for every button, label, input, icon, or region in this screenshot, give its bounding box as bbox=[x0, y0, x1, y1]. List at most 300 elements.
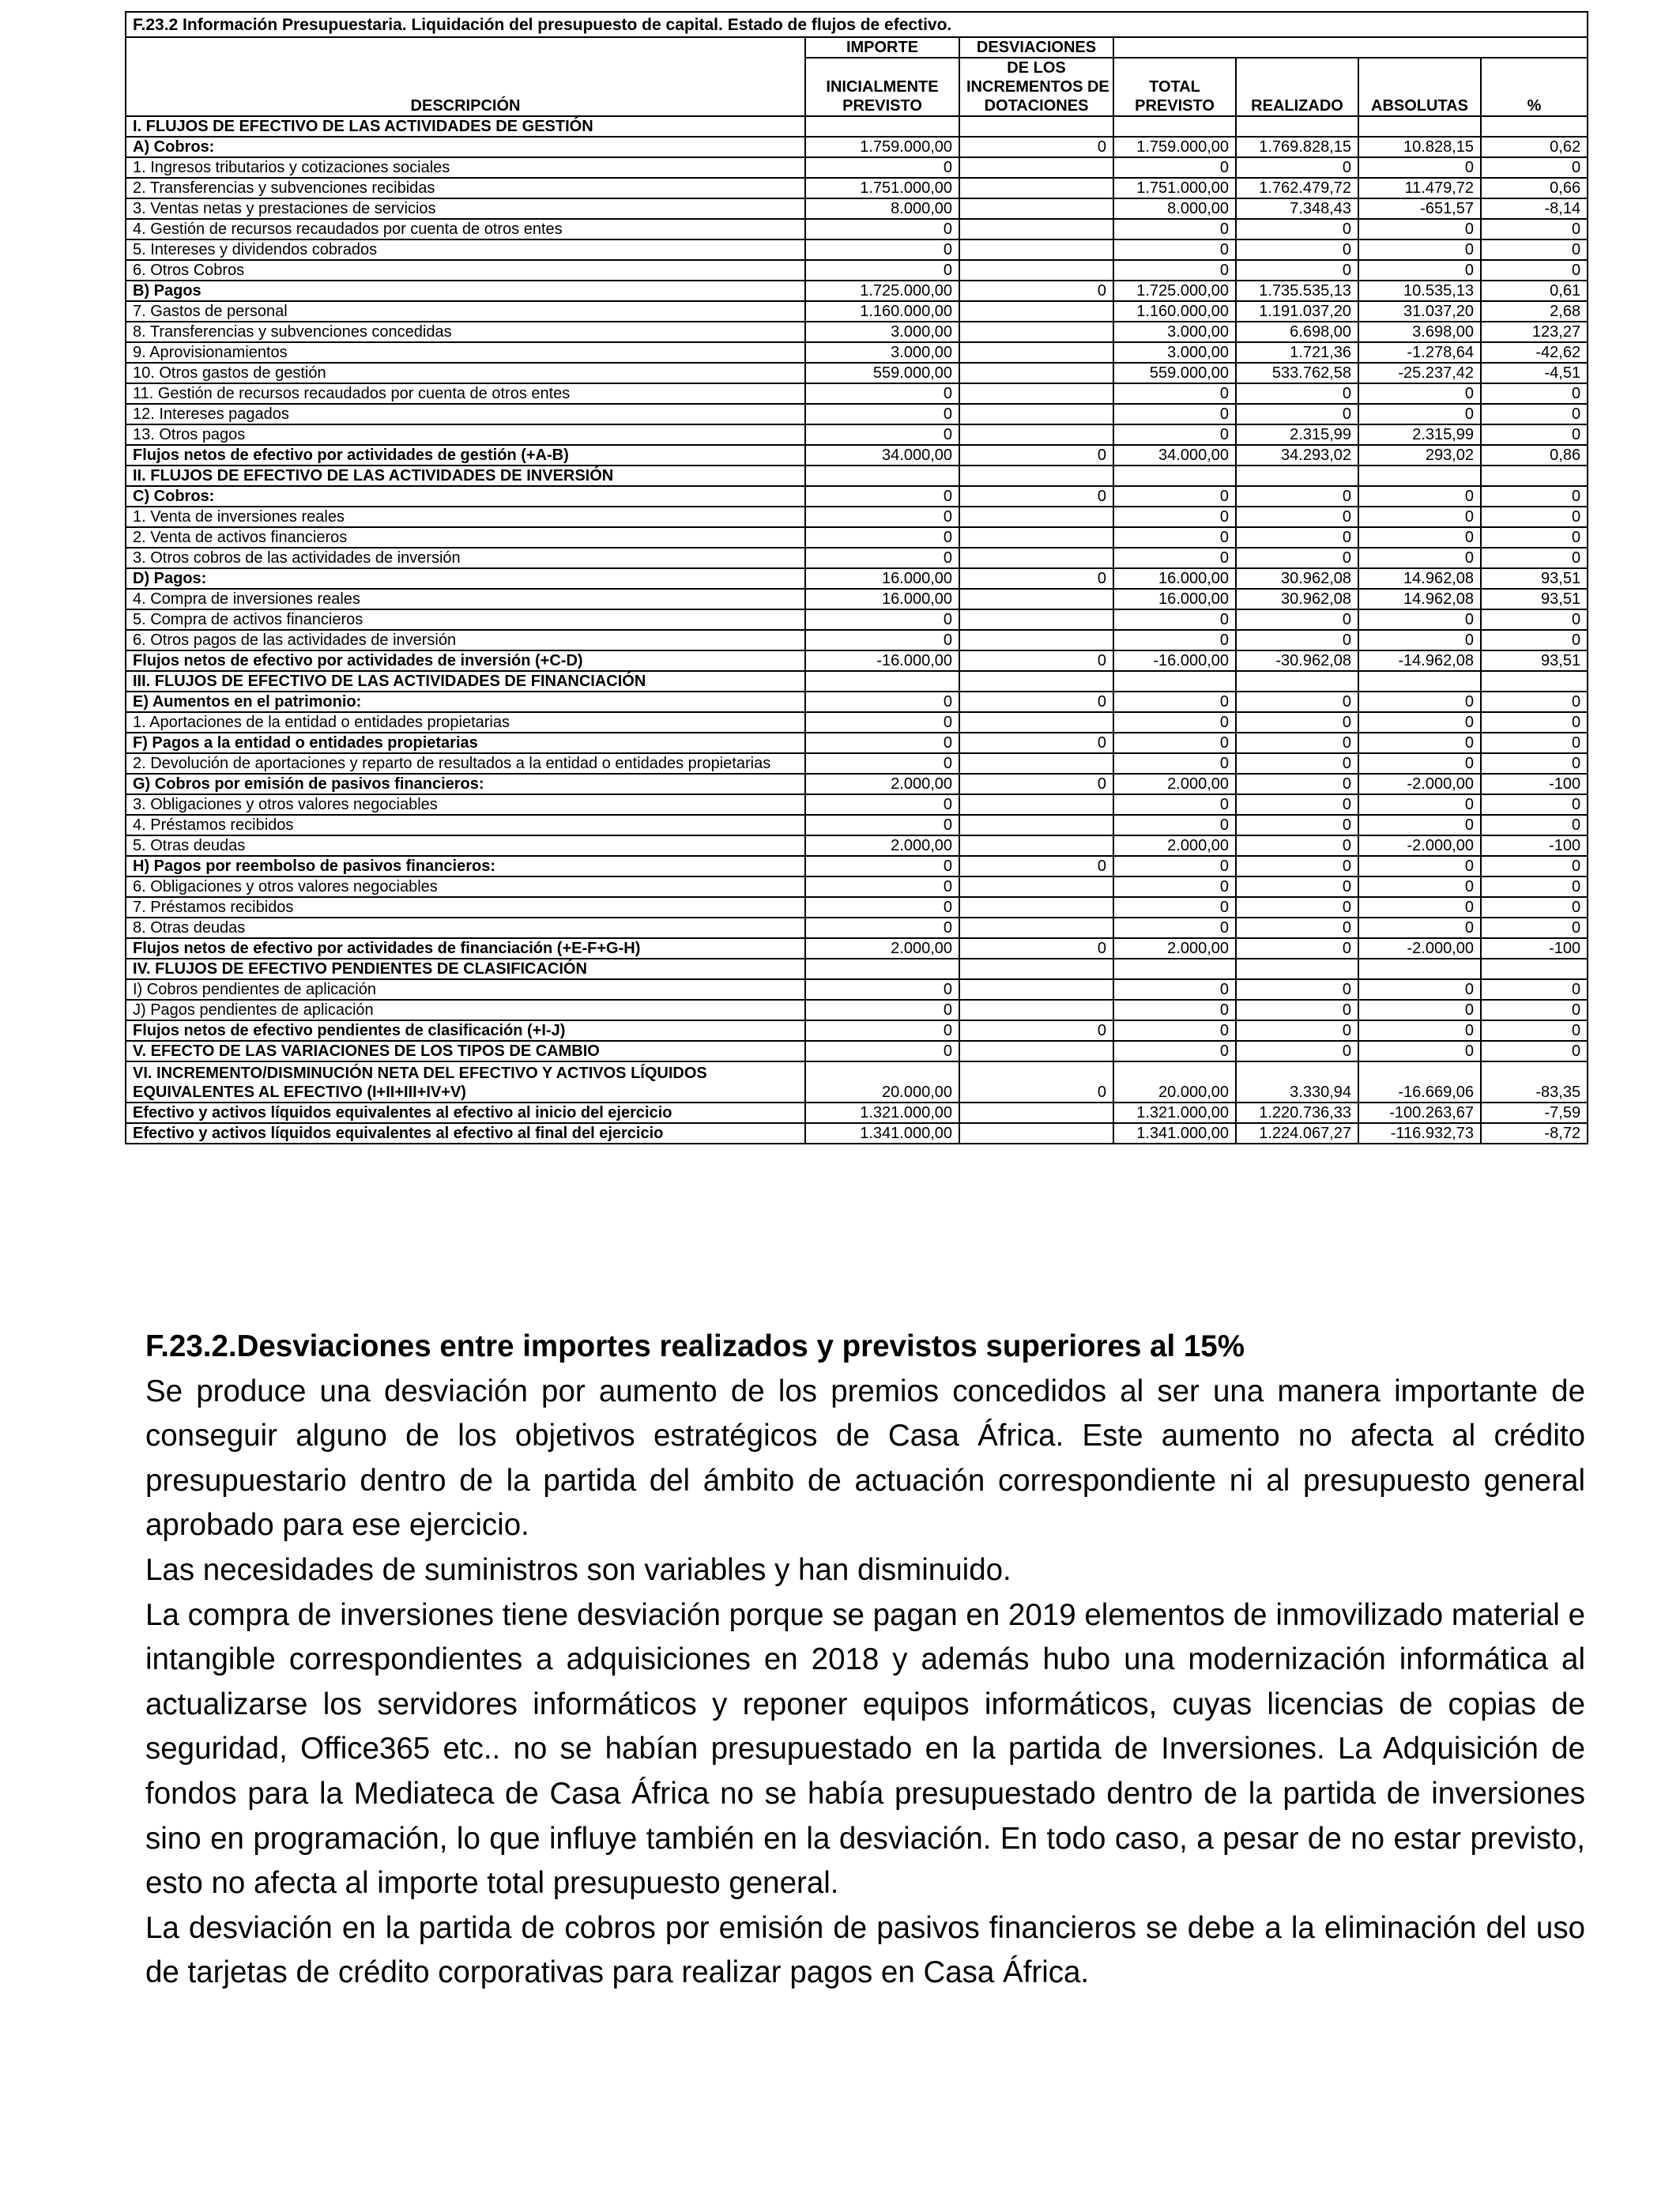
deviation-notes bbox=[145, 1325, 1585, 1996]
notes-paragraph-3: La compra de inversiones tiene desviación porque se pagan en 2019 elementos de inmovilizado material e intangible correspondientes a adquisiciones en 2018 y además hubo una modernización informática al actualizarse los servidores informáticos y reponer equipos informáticos, cuyas licencias de copias de seguridad, Office365 etc.. no se habían presupuestado en la partida de Inversiones. La Adquisición de fondos para la Mediateca de Casa África no se había presupuestado dentro de la partida de inversiones sino en programación, lo que influye también en la desviación. En todo caso, a pesar de no estar previsto, esto no afecta al importe total presupuesto general. bbox=[145, 1597, 1585, 1901]
cell-inicialmente-previsto: 0 bbox=[805, 712, 959, 733]
cell-inicialmente-previsto: 0 bbox=[805, 424, 959, 445]
cell-incrementos bbox=[959, 404, 1113, 424]
cell-realizado: 0 bbox=[1236, 609, 1358, 630]
cell-percent: 0 bbox=[1481, 239, 1588, 260]
cell-absolutas: 0 bbox=[1358, 815, 1481, 835]
cell-inicialmente-previsto: 0 bbox=[805, 383, 959, 404]
cell-percent bbox=[1481, 116, 1588, 137]
cell-realizado: 1.191.037,20 bbox=[1236, 301, 1358, 322]
row-description: 2. Transferencias y subvenciones recibidas bbox=[126, 178, 805, 198]
cell-total-previsto: 1.725.000,00 bbox=[1113, 281, 1236, 301]
cell-inicialmente-previsto: 0 bbox=[805, 753, 959, 774]
cell-inicialmente-previsto: 0 bbox=[805, 1041, 959, 1061]
notes-paragraph-4: La desviación en la partida de cobros por emisión de pasivos financieros se debe a la eliminación del uso de tarjetas de crédito corporativas para realizar pagos en Casa África. bbox=[145, 1910, 1585, 1990]
cell-absolutas: 0 bbox=[1358, 1020, 1481, 1041]
cell-realizado: 0 bbox=[1236, 527, 1358, 548]
cell-absolutas: -2.000,00 bbox=[1358, 938, 1481, 959]
cell-absolutas: -16.669,06 bbox=[1358, 1061, 1481, 1103]
cell-realizado: 1.769.828,15 bbox=[1236, 137, 1358, 157]
cell-incrementos bbox=[959, 1123, 1113, 1144]
cell-incrementos bbox=[959, 507, 1113, 527]
cell-absolutas: 10.535,13 bbox=[1358, 281, 1481, 301]
cell-absolutas: 0 bbox=[1358, 712, 1481, 733]
cell-total-previsto: 3.000,00 bbox=[1113, 342, 1236, 363]
cell-total-previsto: 0 bbox=[1113, 897, 1236, 918]
cell-absolutas: -2.000,00 bbox=[1358, 774, 1481, 794]
cell-realizado: 0 bbox=[1236, 918, 1358, 938]
cell-realizado: 0 bbox=[1236, 260, 1358, 281]
row-description: I. FLUJOS DE EFECTIVO DE LAS ACTIVIDADES DE GESTIÓN bbox=[126, 116, 805, 137]
cell-absolutas: 0 bbox=[1358, 507, 1481, 527]
cell-total-previsto: 0 bbox=[1113, 507, 1236, 527]
cell-realizado: 1.735.535,13 bbox=[1236, 281, 1358, 301]
notes-paragraph-1: Se produce una desviación por aumento de los premios concedidos al ser una manera importante de conseguir alguno de los objetivos estratégicos de Casa África. Este aumento no afecta al crédito presupuestario dentro de la partida del ámbito de actuación correspondiente ni al presupuesto general aprobado para ese ejercicio. bbox=[145, 1374, 1585, 1543]
row-description: 1. Ingresos tributarios y cotizaciones sociales bbox=[126, 157, 805, 178]
cell-realizado: 0 bbox=[1236, 774, 1358, 794]
row-description: 3. Obligaciones y otros valores negociables bbox=[126, 794, 805, 815]
cell-incrementos bbox=[959, 527, 1113, 548]
cell-incrementos bbox=[959, 794, 1113, 815]
row-description: 2. Venta de activos financieros bbox=[126, 527, 805, 548]
cell-inicialmente-previsto: 0 bbox=[805, 527, 959, 548]
cell-realizado: 0 bbox=[1236, 630, 1358, 650]
cell-incrementos bbox=[959, 157, 1113, 178]
cell-inicialmente-previsto: 0 bbox=[805, 897, 959, 918]
row-description: 8. Otras deudas bbox=[126, 918, 805, 938]
cell-inicialmente-previsto bbox=[805, 116, 959, 137]
cell-percent: -100 bbox=[1481, 835, 1588, 856]
cell-realizado: 1.220.736,33 bbox=[1236, 1103, 1358, 1123]
table-row bbox=[126, 178, 1588, 198]
table-row bbox=[126, 589, 1588, 609]
cell-absolutas bbox=[1358, 466, 1481, 486]
table-row bbox=[126, 650, 1588, 671]
cell-absolutas: 0 bbox=[1358, 219, 1481, 239]
row-description: Efectivo y activos líquidos equivalentes al efectivo al inicio del ejercicio bbox=[126, 1103, 805, 1123]
cell-total-previsto: 0 bbox=[1113, 260, 1236, 281]
cell-percent: 0 bbox=[1481, 424, 1588, 445]
cell-realizado: 0 bbox=[1236, 712, 1358, 733]
cell-realizado: 0 bbox=[1236, 548, 1358, 568]
cell-percent: 0,86 bbox=[1481, 445, 1588, 466]
cell-realizado: 0 bbox=[1236, 507, 1358, 527]
cell-total-previsto: 16.000,00 bbox=[1113, 589, 1236, 609]
table-row bbox=[126, 876, 1588, 897]
header-previsto: PREVISTO bbox=[842, 97, 922, 115]
cell-percent: -100 bbox=[1481, 774, 1588, 794]
cell-incrementos bbox=[959, 630, 1113, 650]
cell-total-previsto: 1.759.000,00 bbox=[1113, 137, 1236, 157]
cell-total-previsto: 34.000,00 bbox=[1113, 445, 1236, 466]
cash-flow-table bbox=[125, 11, 1588, 1144]
cell-inicialmente-previsto: 0 bbox=[805, 979, 959, 1000]
cell-percent: 0 bbox=[1481, 404, 1588, 424]
cell-realizado: 0 bbox=[1236, 219, 1358, 239]
row-description: 1. Aportaciones de la entidad o entidades propietarias bbox=[126, 712, 805, 733]
cell-absolutas: -2.000,00 bbox=[1358, 835, 1481, 856]
cell-incrementos bbox=[959, 1000, 1113, 1020]
cell-total-previsto: 3.000,00 bbox=[1113, 322, 1236, 342]
header-de-los: DE LOS bbox=[1007, 59, 1066, 77]
table-row bbox=[126, 404, 1588, 424]
table-row bbox=[126, 1020, 1588, 1041]
cell-total-previsto bbox=[1113, 116, 1236, 137]
cell-absolutas: 0 bbox=[1358, 979, 1481, 1000]
cell-total-previsto: 0 bbox=[1113, 1020, 1236, 1041]
table-row bbox=[126, 938, 1588, 959]
cell-inicialmente-previsto: 559.000,00 bbox=[805, 363, 959, 383]
cell-percent: 0 bbox=[1481, 815, 1588, 835]
row-description: 5. Intereses y dividendos cobrados bbox=[126, 239, 805, 260]
cell-total-previsto: 0 bbox=[1113, 979, 1236, 1000]
cell-inicialmente-previsto: 8.000,00 bbox=[805, 198, 959, 219]
cell-percent: 93,51 bbox=[1481, 589, 1588, 609]
row-description: B) Pagos bbox=[126, 281, 805, 301]
cell-realizado: 0 bbox=[1236, 1020, 1358, 1041]
table-row bbox=[126, 609, 1588, 630]
table-row bbox=[126, 1041, 1588, 1061]
cell-incrementos bbox=[959, 815, 1113, 835]
row-description: A) Cobros: bbox=[126, 137, 805, 157]
cell-total-previsto: 16.000,00 bbox=[1113, 568, 1236, 589]
cell-total-previsto: 2.000,00 bbox=[1113, 835, 1236, 856]
cell-total-previsto: 0 bbox=[1113, 733, 1236, 753]
cell-percent: 0 bbox=[1481, 733, 1588, 753]
header-inicialmente-previsto bbox=[805, 58, 959, 116]
cell-incrementos bbox=[959, 753, 1113, 774]
cell-total-previsto: 0 bbox=[1113, 157, 1236, 178]
row-description: 13. Otros pagos bbox=[126, 424, 805, 445]
row-description: III. FLUJOS DE EFECTIVO DE LAS ACTIVIDADES DE FINANCIACIÓN bbox=[126, 671, 805, 692]
header-inicialmente: INICIALMENTE bbox=[826, 78, 939, 96]
cell-realizado: 0 bbox=[1236, 876, 1358, 897]
cell-percent: 0 bbox=[1481, 527, 1588, 548]
cell-percent: 0 bbox=[1481, 486, 1588, 507]
cell-inicialmente-previsto: 1.759.000,00 bbox=[805, 137, 959, 157]
cell-percent bbox=[1481, 959, 1588, 979]
table-row bbox=[126, 342, 1588, 363]
cell-incrementos bbox=[959, 712, 1113, 733]
table-row bbox=[126, 322, 1588, 342]
cell-absolutas bbox=[1358, 116, 1481, 137]
cell-realizado: 0 bbox=[1236, 1000, 1358, 1020]
cell-realizado bbox=[1236, 671, 1358, 692]
cell-inicialmente-previsto: 3.000,00 bbox=[805, 322, 959, 342]
cell-absolutas: 0 bbox=[1358, 486, 1481, 507]
header-absolutas: ABSOLUTAS bbox=[1358, 58, 1481, 116]
cell-incrementos bbox=[959, 424, 1113, 445]
cell-total-previsto: 0 bbox=[1113, 486, 1236, 507]
cell-percent: 93,51 bbox=[1481, 568, 1588, 589]
table-row bbox=[126, 794, 1588, 815]
table-row bbox=[126, 363, 1588, 383]
cell-incrementos: 0 bbox=[959, 650, 1113, 671]
table-row bbox=[126, 1000, 1588, 1020]
cell-inicialmente-previsto: 0 bbox=[805, 733, 959, 753]
cell-absolutas: 11.479,72 bbox=[1358, 178, 1481, 198]
cell-incrementos bbox=[959, 383, 1113, 404]
cell-total-previsto: 0 bbox=[1113, 856, 1236, 876]
cell-realizado: 0 bbox=[1236, 157, 1358, 178]
cell-inicialmente-previsto: 0 bbox=[805, 815, 959, 835]
cell-incrementos: 0 bbox=[959, 774, 1113, 794]
row-description: 8. Transferencias y subvenciones concedidas bbox=[126, 322, 805, 342]
cell-total-previsto: 2.000,00 bbox=[1113, 938, 1236, 959]
table-row bbox=[126, 774, 1588, 794]
table-row bbox=[126, 116, 1588, 137]
row-description: 11. Gestión de recursos recaudados por cuenta de otros entes bbox=[126, 383, 805, 404]
cell-inicialmente-previsto: 0 bbox=[805, 876, 959, 897]
cell-inicialmente-previsto bbox=[805, 959, 959, 979]
cell-inicialmente-previsto: -16.000,00 bbox=[805, 650, 959, 671]
table-row bbox=[126, 527, 1588, 548]
cell-percent: 0 bbox=[1481, 507, 1588, 527]
cell-total-previsto: 0 bbox=[1113, 548, 1236, 568]
cell-total-previsto: 0 bbox=[1113, 794, 1236, 815]
cell-total-previsto: 0 bbox=[1113, 876, 1236, 897]
row-description: 1. Venta de inversiones reales bbox=[126, 507, 805, 527]
cell-total-previsto: 0 bbox=[1113, 219, 1236, 239]
cell-absolutas: -651,57 bbox=[1358, 198, 1481, 219]
cell-absolutas: -100.263,67 bbox=[1358, 1103, 1481, 1123]
cell-inicialmente-previsto: 0 bbox=[805, 609, 959, 630]
cell-absolutas: 0 bbox=[1358, 404, 1481, 424]
cell-incrementos: 0 bbox=[959, 568, 1113, 589]
header-row-1 bbox=[126, 37, 1588, 58]
cell-incrementos bbox=[959, 322, 1113, 342]
table-row bbox=[126, 1103, 1588, 1123]
table-row bbox=[126, 239, 1588, 260]
cell-absolutas: 3.698,00 bbox=[1358, 322, 1481, 342]
cell-realizado: 0 bbox=[1236, 815, 1358, 835]
cell-inicialmente-previsto: 0 bbox=[805, 918, 959, 938]
cell-inicialmente-previsto: 1.160.000,00 bbox=[805, 301, 959, 322]
cell-inicialmente-previsto: 0 bbox=[805, 507, 959, 527]
row-description: 10. Otros gastos de gestión bbox=[126, 363, 805, 383]
cell-incrementos: 0 bbox=[959, 733, 1113, 753]
cell-realizado: 2.315,99 bbox=[1236, 424, 1358, 445]
row-description: 6. Obligaciones y otros valores negociables bbox=[126, 876, 805, 897]
cell-percent: -4,51 bbox=[1481, 363, 1588, 383]
table-row bbox=[126, 1123, 1588, 1144]
cell-realizado bbox=[1236, 959, 1358, 979]
cell-realizado: 0 bbox=[1236, 692, 1358, 712]
row-description: 9. Aprovisionamientos bbox=[126, 342, 805, 363]
header-blank bbox=[1113, 37, 1588, 58]
row-description: II. FLUJOS DE EFECTIVO DE LAS ACTIVIDADES DE INVERSIÓN bbox=[126, 466, 805, 486]
cell-percent: 0 bbox=[1481, 630, 1588, 650]
cell-inicialmente-previsto: 0 bbox=[805, 794, 959, 815]
cell-absolutas: 14.962,08 bbox=[1358, 589, 1481, 609]
table-row bbox=[126, 568, 1588, 589]
cell-total-previsto: 1.751.000,00 bbox=[1113, 178, 1236, 198]
header-incrementos-de: INCREMENTOS DE bbox=[966, 78, 1109, 96]
header-desviaciones: DESVIACIONES bbox=[959, 37, 1113, 58]
cell-realizado: -30.962,08 bbox=[1236, 650, 1358, 671]
row-description: 4. Préstamos recibidos bbox=[126, 815, 805, 835]
cell-inicialmente-previsto: 0 bbox=[805, 219, 959, 239]
cell-percent: 0 bbox=[1481, 794, 1588, 815]
cell-inicialmente-previsto: 0 bbox=[805, 239, 959, 260]
cell-incrementos bbox=[959, 301, 1113, 322]
row-description: V. EFECTO DE LAS VARIACIONES DE LOS TIPOS DE CAMBIO bbox=[126, 1041, 805, 1061]
cell-inicialmente-previsto: 20.000,00 bbox=[805, 1061, 959, 1103]
cell-incrementos bbox=[959, 239, 1113, 260]
cell-absolutas: 10.828,15 bbox=[1358, 137, 1481, 157]
table-row bbox=[126, 671, 1588, 692]
row-description: 3. Otros cobros de las actividades de inversión bbox=[126, 548, 805, 568]
cell-percent: 0 bbox=[1481, 219, 1588, 239]
cell-total-previsto: 0 bbox=[1113, 609, 1236, 630]
cell-total-previsto: 0 bbox=[1113, 712, 1236, 733]
cell-absolutas: 0 bbox=[1358, 527, 1481, 548]
row-description: D) Pagos: bbox=[126, 568, 805, 589]
cell-realizado: 0 bbox=[1236, 897, 1358, 918]
cell-realizado: 1.762.479,72 bbox=[1236, 178, 1358, 198]
row-description: 5. Otras deudas bbox=[126, 835, 805, 856]
cell-realizado: 1.224.067,27 bbox=[1236, 1123, 1358, 1144]
cell-realizado: 0 bbox=[1236, 383, 1358, 404]
table-row bbox=[126, 733, 1588, 753]
header-dotaciones: DOTACIONES bbox=[984, 97, 1089, 115]
cell-realizado: 0 bbox=[1236, 404, 1358, 424]
row-description: 12. Intereses pagados bbox=[126, 404, 805, 424]
header-realizado: REALIZADO bbox=[1236, 58, 1358, 116]
header-total-previsto-label: PREVISTO bbox=[1135, 97, 1215, 115]
cell-percent: 0 bbox=[1481, 918, 1588, 938]
cell-realizado: 0 bbox=[1236, 733, 1358, 753]
cell-incrementos: 0 bbox=[959, 856, 1113, 876]
cell-percent: 0 bbox=[1481, 692, 1588, 712]
row-description: I) Cobros pendientes de aplicación bbox=[126, 979, 805, 1000]
row-description: Flujos netos de efectivo pendientes de clasificación (+I-J) bbox=[126, 1020, 805, 1041]
table-row bbox=[126, 712, 1588, 733]
cell-incrementos bbox=[959, 959, 1113, 979]
cell-incrementos: 0 bbox=[959, 692, 1113, 712]
cell-absolutas: -25.237,42 bbox=[1358, 363, 1481, 383]
cell-realizado: 0 bbox=[1236, 486, 1358, 507]
cell-inicialmente-previsto: 1.751.000,00 bbox=[805, 178, 959, 198]
table-row bbox=[126, 548, 1588, 568]
table-row bbox=[126, 281, 1588, 301]
cell-absolutas: 0 bbox=[1358, 918, 1481, 938]
cell-absolutas: 31.037,20 bbox=[1358, 301, 1481, 322]
cell-total-previsto: 20.000,00 bbox=[1113, 1061, 1236, 1103]
cell-percent: 0 bbox=[1481, 260, 1588, 281]
cell-inicialmente-previsto: 0 bbox=[805, 157, 959, 178]
row-description: 7. Préstamos recibidos bbox=[126, 897, 805, 918]
row-description: 6. Otros pagos de las actividades de inversión bbox=[126, 630, 805, 650]
cell-total-previsto: 0 bbox=[1113, 753, 1236, 774]
cell-percent: 0 bbox=[1481, 1000, 1588, 1020]
cell-incrementos bbox=[959, 589, 1113, 609]
cell-inicialmente-previsto: 0 bbox=[805, 630, 959, 650]
cell-incrementos bbox=[959, 876, 1113, 897]
cell-realizado: 0 bbox=[1236, 835, 1358, 856]
cell-total-previsto: 0 bbox=[1113, 918, 1236, 938]
cell-inicialmente-previsto: 2.000,00 bbox=[805, 774, 959, 794]
cell-inicialmente-previsto: 34.000,00 bbox=[805, 445, 959, 466]
table-row bbox=[126, 856, 1588, 876]
notes-paragraph-2: Las necesidades de suministros son variables y han disminuido. bbox=[145, 1552, 1011, 1587]
cell-absolutas: 0 bbox=[1358, 260, 1481, 281]
cell-percent: 0 bbox=[1481, 548, 1588, 568]
table-row bbox=[126, 383, 1588, 404]
table-row bbox=[126, 157, 1588, 178]
cell-absolutas: 0 bbox=[1358, 897, 1481, 918]
row-description: Flujos netos de efectivo por actividades de inversión (+C-D) bbox=[126, 650, 805, 671]
cell-realizado: 30.962,08 bbox=[1236, 589, 1358, 609]
cell-percent: 0 bbox=[1481, 383, 1588, 404]
cell-percent: 0 bbox=[1481, 1041, 1588, 1061]
cell-realizado: 6.698,00 bbox=[1236, 322, 1358, 342]
table-row bbox=[126, 835, 1588, 856]
table-row bbox=[126, 753, 1588, 774]
cell-percent: 93,51 bbox=[1481, 650, 1588, 671]
cell-inicialmente-previsto: 2.000,00 bbox=[805, 938, 959, 959]
cell-inicialmente-previsto: 16.000,00 bbox=[805, 568, 959, 589]
table-title-row bbox=[126, 12, 1588, 37]
cell-inicialmente-previsto: 0 bbox=[805, 692, 959, 712]
cell-incrementos bbox=[959, 219, 1113, 239]
cell-total-previsto: 559.000,00 bbox=[1113, 363, 1236, 383]
cell-inicialmente-previsto: 3.000,00 bbox=[805, 342, 959, 363]
cell-realizado bbox=[1236, 466, 1358, 486]
row-description: 3. Ventas netas y prestaciones de servicios bbox=[126, 198, 805, 219]
cell-absolutas: -116.932,73 bbox=[1358, 1123, 1481, 1144]
cell-absolutas: 0 bbox=[1358, 733, 1481, 753]
header-incrementos-dotaciones bbox=[959, 58, 1113, 116]
cell-percent: 0 bbox=[1481, 1020, 1588, 1041]
notes-heading: F.23.2.Desviaciones entre importes realizados y previstos superiores al 15% bbox=[145, 1329, 1245, 1363]
row-description: E) Aumentos en el patrimonio: bbox=[126, 692, 805, 712]
cell-percent: 0,62 bbox=[1481, 137, 1588, 157]
cell-total-previsto: 0 bbox=[1113, 424, 1236, 445]
cell-realizado: 0 bbox=[1236, 1041, 1358, 1061]
cell-realizado: 0 bbox=[1236, 856, 1358, 876]
cell-inicialmente-previsto: 0 bbox=[805, 260, 959, 281]
table-row bbox=[126, 301, 1588, 322]
cell-incrementos bbox=[959, 178, 1113, 198]
cell-inicialmente-previsto: 0 bbox=[805, 486, 959, 507]
cell-absolutas: 14.962,08 bbox=[1358, 568, 1481, 589]
table-row bbox=[126, 445, 1588, 466]
table-row bbox=[126, 219, 1588, 239]
header-descripcion: DESCRIPCIÓN bbox=[126, 37, 805, 116]
cell-percent: 123,27 bbox=[1481, 322, 1588, 342]
cell-percent: 0 bbox=[1481, 897, 1588, 918]
row-description: VI. INCREMENTO/DISMINUCIÓN NETA DEL EFECTIVO Y ACTIVOS LÍQUIDOS EQUIVALENTES AL EFECTIVO (I+II+III+IV+V) bbox=[126, 1061, 805, 1103]
cell-realizado: 0 bbox=[1236, 979, 1358, 1000]
cell-absolutas: 0 bbox=[1358, 630, 1481, 650]
cell-percent bbox=[1481, 671, 1588, 692]
cell-incrementos bbox=[959, 548, 1113, 568]
cell-total-previsto: 0 bbox=[1113, 404, 1236, 424]
cell-total-previsto: 2.000,00 bbox=[1113, 774, 1236, 794]
cell-absolutas bbox=[1358, 959, 1481, 979]
cell-absolutas: 293,02 bbox=[1358, 445, 1481, 466]
table-row bbox=[126, 260, 1588, 281]
row-description: 2. Devolución de aportaciones y reparto de resultados a la entidad o entidades propietarias bbox=[126, 753, 805, 774]
cell-total-previsto: 0 bbox=[1113, 692, 1236, 712]
cell-absolutas: -14.962,08 bbox=[1358, 650, 1481, 671]
cell-incrementos bbox=[959, 198, 1113, 219]
cell-realizado: 30.962,08 bbox=[1236, 568, 1358, 589]
header-total-previsto bbox=[1113, 58, 1236, 116]
cell-inicialmente-previsto: 16.000,00 bbox=[805, 589, 959, 609]
cell-inicialmente-previsto: 0 bbox=[805, 856, 959, 876]
